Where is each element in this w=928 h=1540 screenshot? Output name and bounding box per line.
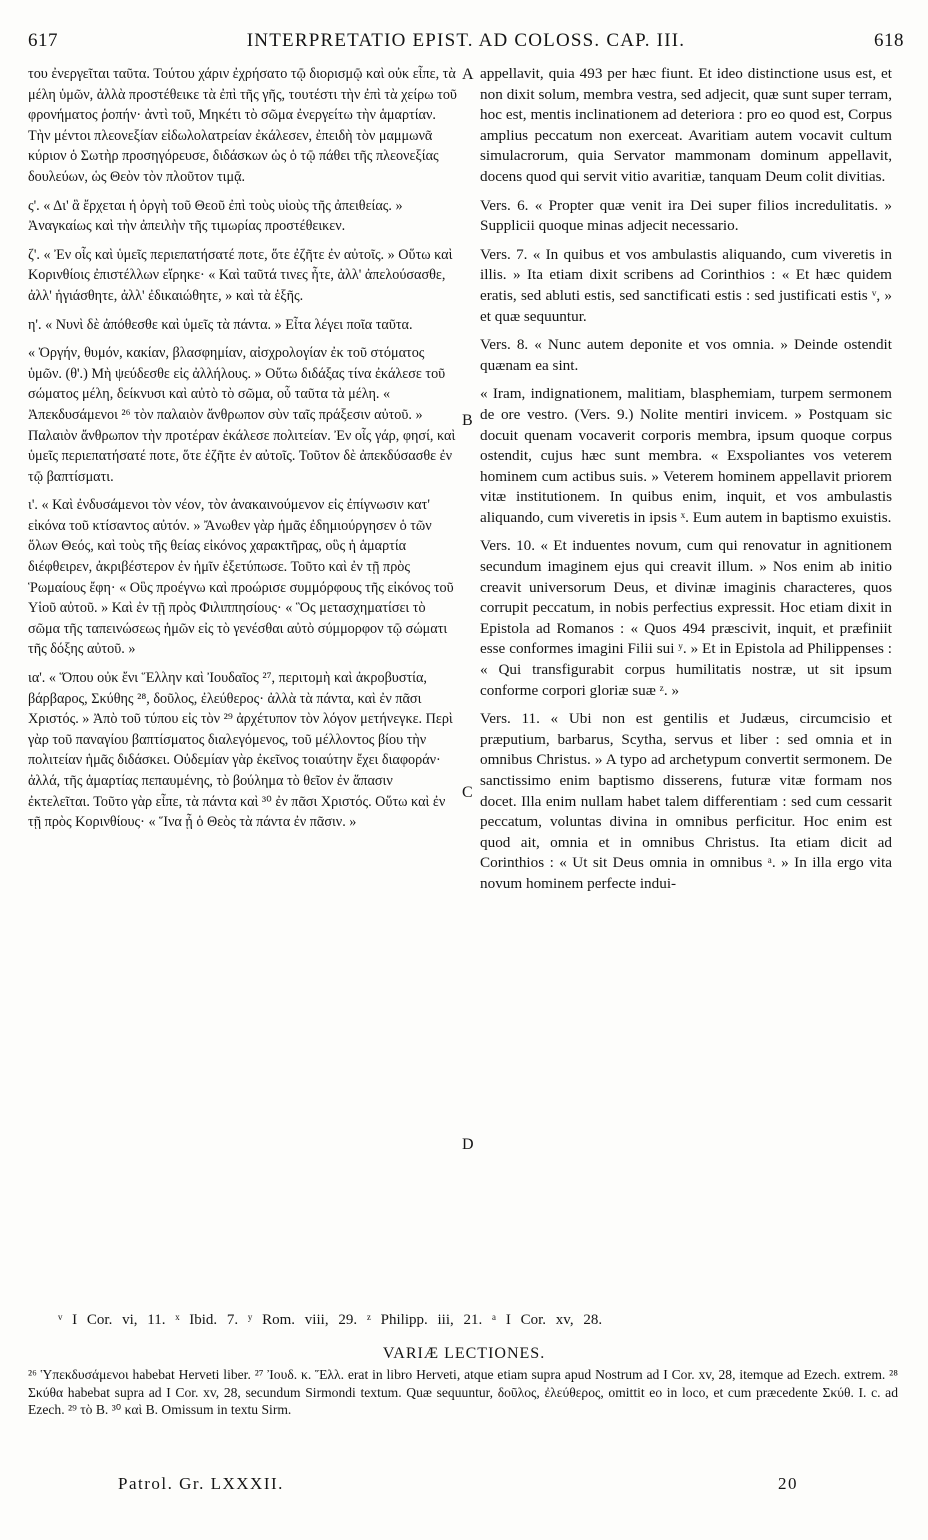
margin-marker-c: C [462, 784, 473, 801]
latin-paragraph: appellavit, quia 493 per hæc fiunt. Et ideo distinctione usus est, et non dixit solum, membra vestra, sed adjecit, quæ sunt super terram, hoc est, mentis inclinationem ad deteriora : pro eo quod est, Corpus amplius peccatum non exerceat. Avaritiam autem vocavit cultum simulacrorum, quia Servator mammonam dominum appellavit, docens quod qui servit vitio avaritiæ, tanquam Deum colit divitias. [480, 65, 892, 185]
footer-volume: Patrol. Gr. LXXXII. [118, 1474, 284, 1493]
running-header [28, 30, 904, 60]
greek-paragraph: « Ὀργήν, θυμόν, κακίαν, βλασφημίαν, αἰσχρολογίαν ἐκ τοῦ στόματος ὑμῶν. (θ'.) Μὴ ψεύδεσθε εἰς ἀλλήλους. » Οὕτω διδάξας τίνα ἐκάλεσε τοῦ σώματος μέλη, δείκνυσι καὶ αὐτὸ τὸ σῶμα, οὗ ταῦτα τὰ μέλη. « Ἀπεκδυσάμενοι ²⁶ τὸν παλαιὸν ἄνθρωπον σὺν ταῖς πράξεσιν αὐτοῦ. » Παλαιὸν ἄνθρωπον τὴν προτέραν ἐκάλεσε πολιτείαν. Ἐν οἷς γάρ, φησί, καὶ ὑμεῖς περιεπατήσατέ ποτε, ὅτε ἐζῆτε ἐν αὐτοῖς. Τοῦτον δὲ ἀπεκδύσασθε ἐν τῷ βαπτίσματι. [28, 345, 456, 485]
latin-column [480, 64, 892, 895]
scripture-references: ᵛ I Cor. vi, 11. ˣ Ibid. 7. ʸ Rom. viii, 29. ᶻ Philipp. iii, 21. ᵃ I Cor. xv, 28. [58, 1312, 603, 1328]
latin-paragraph: Vers. 7. « In quibus et vos ambulastis aliquando, cum viveretis in illis. » Ita etiam dixit scribens ad Corinthios : « Et hæc quidem eratis, sed abluti estis, sed sanctificati estis : sed justificati estis ᵛ, » et quæ sequuntur. [480, 245, 892, 325]
variae-lectiones-notes: ²⁶ Ὑπεκδυσάμενοι habebat Herveti liber. ²⁷ Ἰουδ. κ. Ἕλλ. erat in libro Herveti, atque etiam supra apud Nostrum ad I Cor. xv, 28, itemque ad Ezech. extrem. ²⁸ Σκύθα habebat supra ad I Cor. xv, 28, secundum Sirmondi textum. Quæ sequuntur, δοῦλος, ἐλεύθερος, omittit eo in loco, et cum præcedente Σκύθ. I. c. ad Ezech. ²⁹ τὸ B. ³⁰ καὶ B. Omissum in textu Sirm. [28, 1367, 898, 1417]
greek-paragraph: ια'. « Ὅπου οὐκ ἔνι Ἕλλην καὶ Ἰουδαῖος ²⁷, περιτομὴ καὶ ἀκροβυστία, βάρβαρος, Σκύθης ²⁸, δοῦλος, ἐλεύθερος· ἀλλὰ τὰ πάντα, καὶ ἐν πᾶσι Χριστός. » Ἀπὸ τοῦ τύπου εἰς τὸν ²⁹ ἀρχέτυπον τὸν λόγον μετήνεγκε. Περὶ γὰρ τοῦ παναγίου βαπτίσματος διαλεγόμενος, τοῦ μέλλοντος βίου τὴν πολιτείαν ἡμᾶς διδάσκει. Οὐδεμίαν γὰρ ἐκεῖνος τοιαύτην ἔχει διαφοράν· ἀλλά, τῆς ἁμαρτίας πεπαυμένης, τὸ βούλημα τὸ θεῖον ἐν ἅπασιν ἐκτελεῖται. Τοῦτο γὰρ εἶπε, τὰ πάντα καὶ ³⁰ ἐν πᾶσι Χριστός. Οὕτω καὶ ἐν τῇ πρὸς Κορινθίους· « Ἵνα ᾖ ὁ Θεὸς τὰ πάντα ἐν πᾶσιν. » [28, 670, 453, 831]
latin-paragraph: « Iram, indignationem, malitiam, blasphemiam, turpem sermonem de ore vestro. (Vers. 9.) Nolite mentiri invicem. » Postquam sic docuit quenam vocaverit corporis membra, ipsum quoque corpus ostendit, cujus hæc sunt membra. « Exspoliantes vos veterem hominem cum actibus suis. » Veterem hominem appellavit priorem vitæ institutionem. In quibus enim, inquit, et vos ambulastis aliquando, cum viveretis in ipsis ˣ. Eum autem in baptismo exuistis. [480, 385, 892, 526]
greek-paragraph: ι'. « Καὶ ἐνδυσάμενοι τὸν νέον, τὸν ἀνακαινούμενον εἰς ἐπίγνωσιν κατ' εἰκόνα τοῦ κτίσαντος αὐτόν. » Ἄνωθεν γὰρ ἡμᾶς ἐδημιούργησεν ὁ τῶν ὅλων Θεός, καὶ τοὺς τῆς θείας εἰκόνος χαρακτῆρας, οὓς ἡ ἁμαρτία διέφθειρεν, ἀκριβέστερον ἐν ἡμῖν ἐξετύπωσε. Τοῦτο καὶ ἐν τῇ πρὸς Ῥωμαίους ἔφη· « Οὓς προέγνω καὶ προώρισε συμμόρφους τῆς εἰκόνος τοῦ Υἱοῦ αὐτοῦ. » Καὶ ἐν τῇ πρὸς Φιλιππησίους· « Ὃς μετασχηματίσει τὸ σῶμα τῆς ταπεινώσεως ἡμῶν εἰς τὸ γενέσθαι αὐτὸ σύμμορφον τῷ σώματι τῆς δόξης αὐτοῦ. » [28, 497, 454, 658]
margin-marker-d: D [462, 1136, 474, 1153]
variae-lectiones-heading: VARIÆ LECTIONES. [382, 1345, 546, 1362]
latin-paragraph: Vers. 6. « Propter quæ venit ira Dei super filios incredulitatis. » Supplicii quoque minas adjecit necessario. [480, 196, 892, 235]
page-number-right: 618 [874, 30, 904, 51]
latin-paragraph: Vers. 8. « Nunc autem deponite et vos omnia. » Deinde ostendit quænam ea sint. [480, 336, 892, 374]
page-footer [118, 1474, 798, 1494]
latin-paragraph: Vers. 11. « Ubi non est gentilis et Judæus, circumcisio et præputium, barbarus, Scytha, servus et liber : sed omnia et in omnibus Christus. » A typo ad archetypum convertit sermonem. De sanctissimo enim baptismo disserens, futuræ vitæ formam nos docet. Illa enim nullam habet talem differentiam : sed cum cessarit peccatum, voluntas divina in omnibus perficitur. Hoc enim est quod ait, omnia et in omnibus Christus. Ita etiam dicit ad Corinthios : « Ut sit Deus omnia in omnibus ᵃ. » In illa ergo vita novum hominem perfecte indui- [480, 710, 892, 892]
greek-column [28, 64, 458, 833]
running-title: INTERPRETATIO EPIST. AD COLOSS. CAP. III. [246, 30, 686, 51]
margin-marker-b: B [462, 412, 473, 429]
margin-marker-a: A [462, 66, 474, 83]
greek-paragraph: ζ'. « Ἐν οἷς καὶ ὑμεῖς περιεπατήσατέ ποτε, ὅτε ἐζῆτε ἐν αὐτοῖς. » Οὕτω καὶ Κορινθίοις ἐπιστέλλων εἴρηκε· « Καὶ ταῦτά τινες ἦτε, ἀλλ' ἀπελούσασθε, ἀλλ' ἡγιάσθητε, ἀλλ' ἐδικαιώθητε, » καὶ τὰ ἑξῆς. [28, 246, 453, 304]
greek-paragraph: ς'. « Δι' ἃ ἔρχεται ἡ ὀργὴ τοῦ Θεοῦ ἐπὶ τοὺς υἱοὺς τῆς ἀπειθείας. » Ἀναγκαίως καὶ τὴν ἀπειλὴν τῆς τιμωρίας προστέθεικεν. [28, 197, 403, 235]
footer-signature: 20 [778, 1474, 798, 1493]
latin-paragraph: Vers. 10. « Et induentes novum, cum qui renovatur in agnitionem secundum imaginem ejus qui creavit illum. » Nos enim ab initio creavit universorum Deus, et divinæ imaginis characteres, quos corrupit peccatum, in nobis perfectius expressit. Hoc etiam dixit in Epistola ad Romanos : « Quos 494 præscivit, inquit, et præfiniit esse conformes imagini Filii sui ʸ. » Et in Epistola ad Philippenses : « Qui transfigurabit corpus humilitatis nostræ, ut sit ipsum conforme corpori gloriæ suæ ᶻ. » [480, 537, 892, 699]
page-number-left: 617 [28, 30, 58, 51]
greek-paragraph: του ἐνεργεῖται ταῦτα. Τούτου χάριν ἐχρήσατο τῷ διορισμῷ καὶ οὐκ εἶπε, τὰ μέλη ὑμῶν, ἀλλὰ προστέθεικε τὰ ἐπὶ τῆς γῆς, τουτέστι τὴν ἐπὶ τὰ χείρω τοῦ φρονήματος ῥοπήν· ἀντὶ τοῦ, Μηκέτι τὸ σῶμα ἐνεργείτω τὴν ἁμαρτίαν. Τὴν μέντοι πλεονεξίαν εἰδωλολατρείαν ἐκάλεσεν, ἐπειδὴ τὸν μαμμωνᾶ κύριον ὁ Σωτὴρ προσηγόρευσε, διδάσκων ὡς ὁ τῷ πάθει τῆς πλεονεξίας δουλεύων, ὡς Θεὸν τὸν πλοῦτον τιμᾷ. [28, 66, 457, 185]
greek-paragraph: η'. « Νυνὶ δὲ ἀπόθεσθε καὶ ὑμεῖς τὰ πάντα. » Εἶτα λέγει ποῖα ταῦτα. [28, 316, 413, 333]
